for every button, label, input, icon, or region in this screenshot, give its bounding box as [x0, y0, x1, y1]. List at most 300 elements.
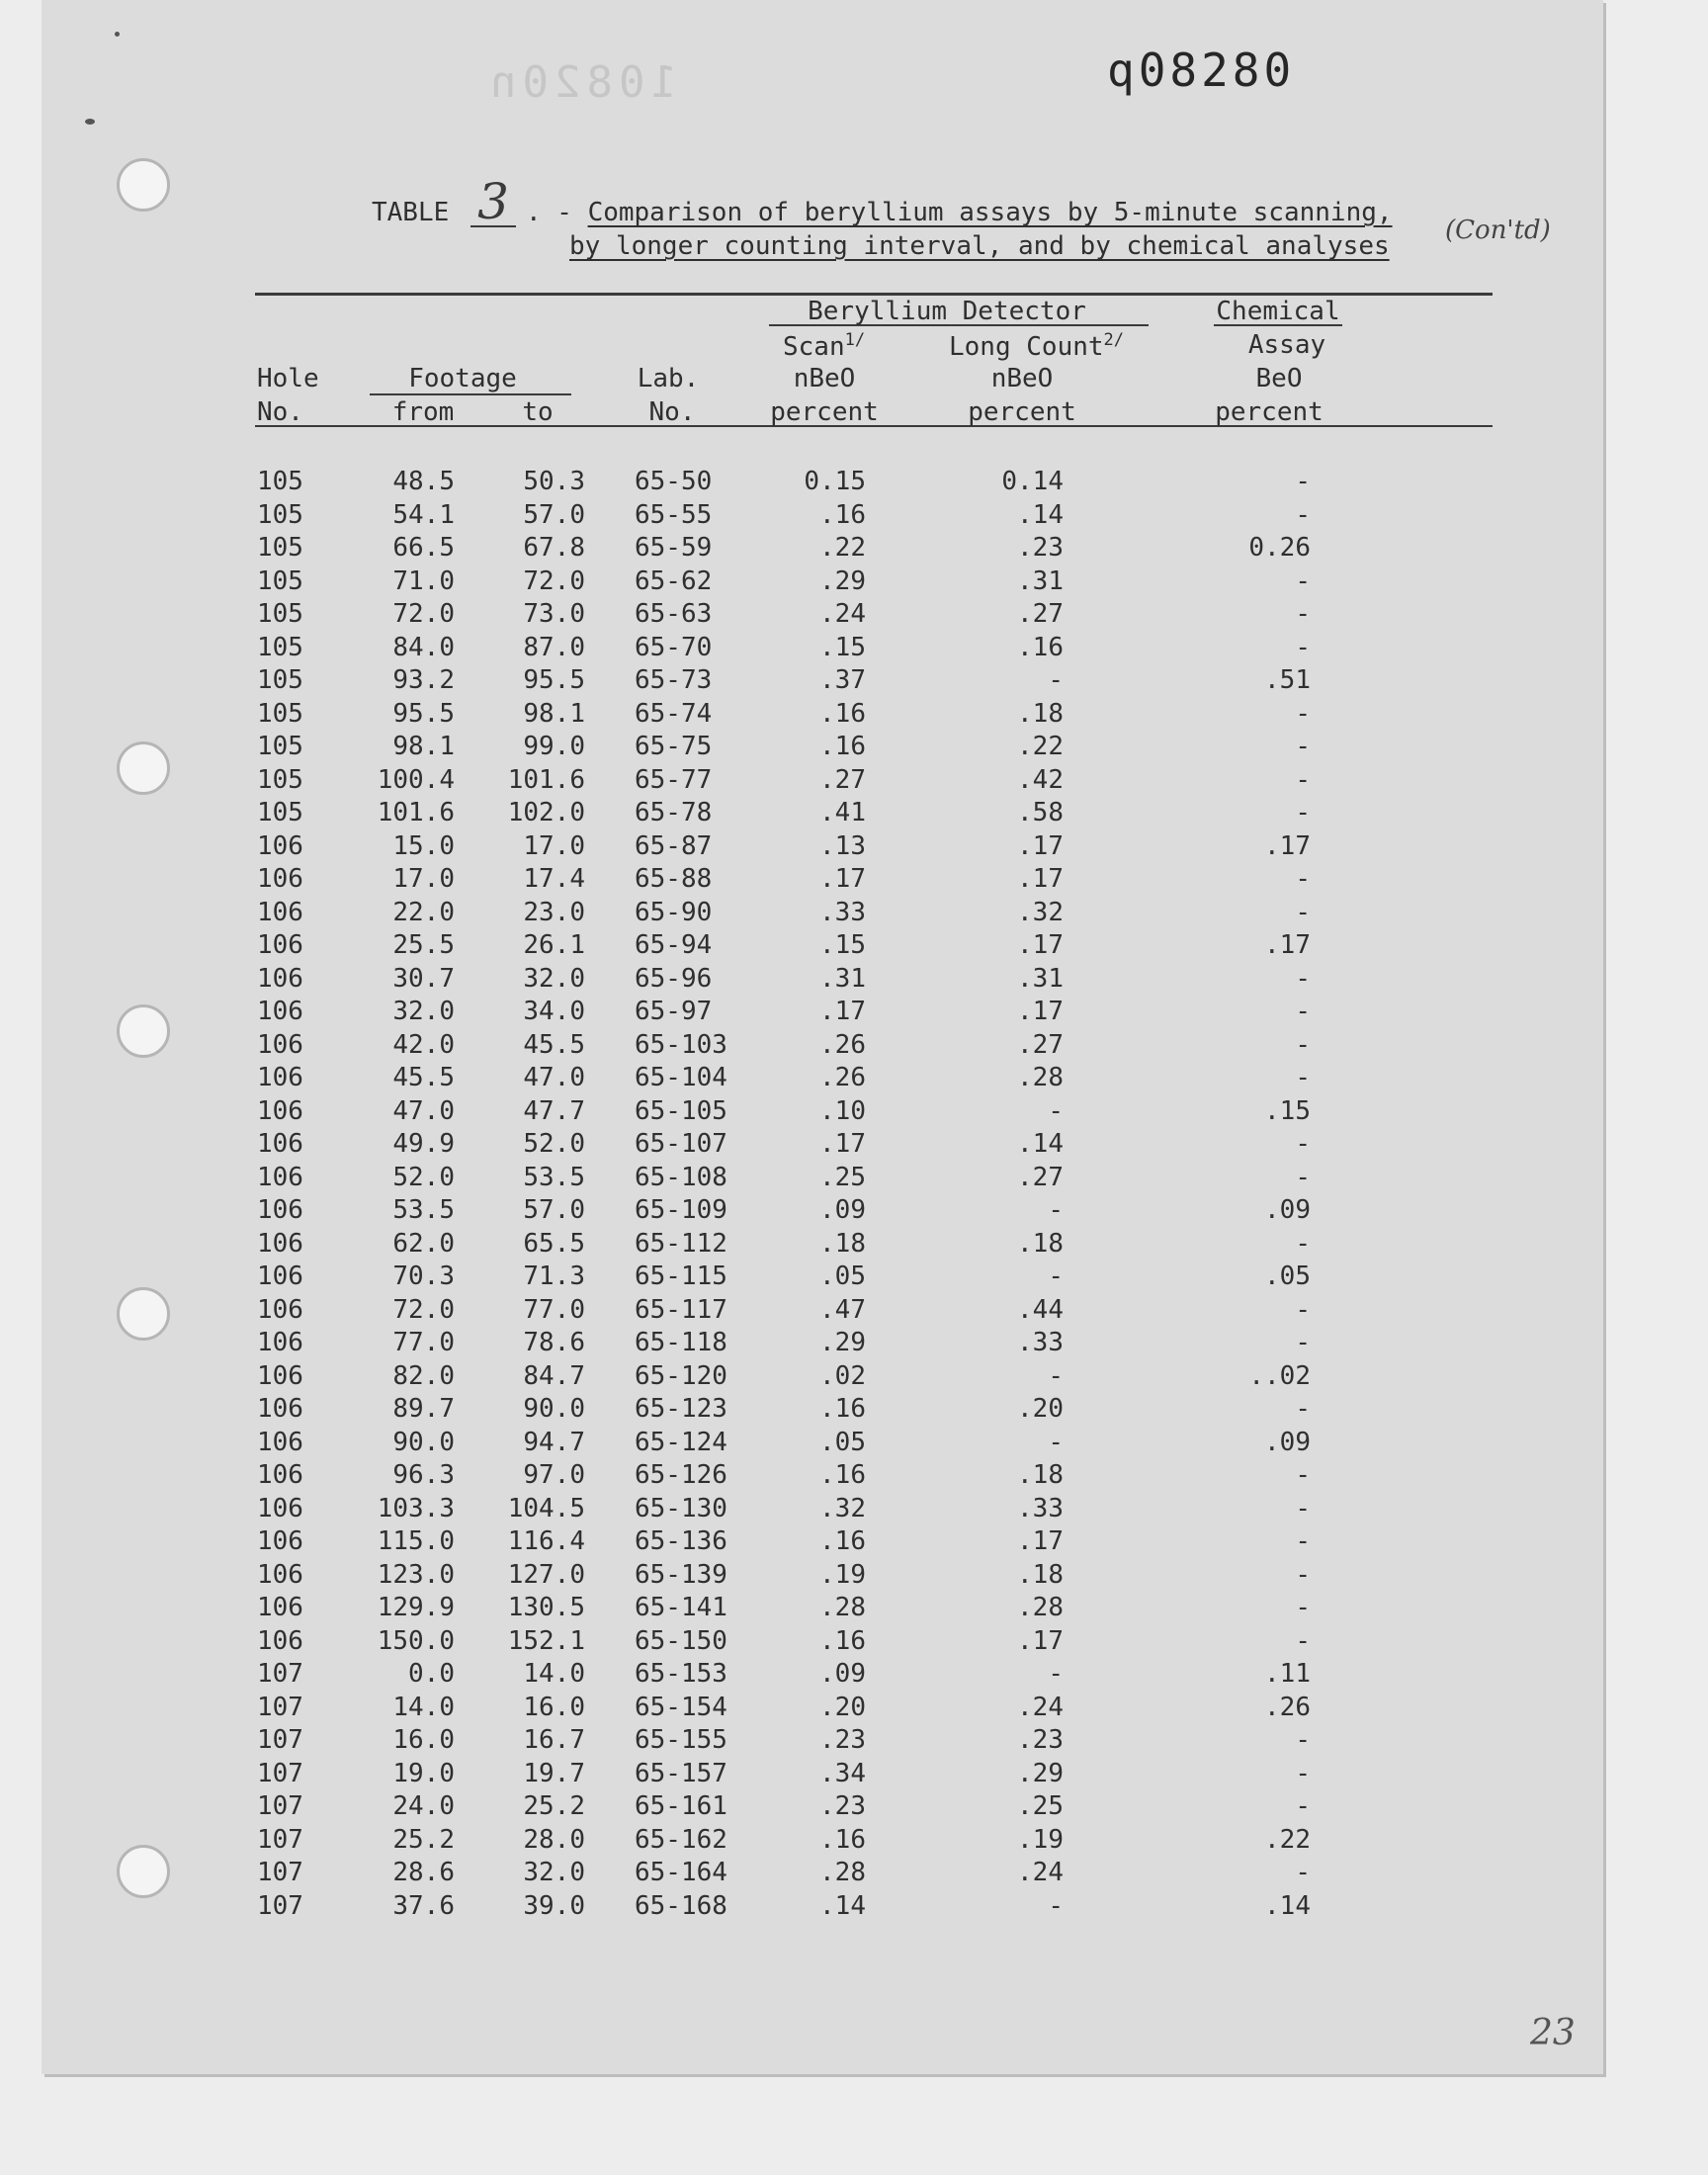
cell-footage-to: 72.0	[523, 566, 585, 596]
page-number: 23	[1530, 2013, 1576, 2053]
cell-footage-to: 47.0	[523, 1063, 585, 1092]
cell-hole: 107	[257, 1692, 303, 1722]
table-title-text-1: Comparison of beryllium assays by 5-minute scanning,	[587, 198, 1393, 227]
cell-chemical-beo: .15	[1264, 1095, 1311, 1126]
cell-footage-from: 93.2	[392, 665, 455, 695]
cell-chemical-beo: -	[1295, 1526, 1311, 1556]
cell-hole: 106	[257, 1294, 303, 1325]
cell-footage-to: 98.1	[523, 698, 585, 729]
cell-scan-nbeo: .15	[819, 632, 866, 662]
table-row	[0, 1624, 1708, 1658]
table-row	[0, 1691, 1708, 1724]
cell-footage-from: 115.0	[377, 1526, 455, 1556]
cell-lab-no: 65-168	[635, 1890, 727, 1921]
table-row	[0, 631, 1708, 664]
cell-chemical-beo: 0.26	[1248, 533, 1311, 563]
table-row	[0, 862, 1708, 896]
cell-chemical-beo: -	[1295, 698, 1311, 729]
cell-footage-to: 94.7	[523, 1427, 585, 1457]
cell-lab-no: 65-77	[635, 764, 713, 795]
cell-footage-to: 19.7	[523, 1758, 585, 1788]
cell-footage-to: 97.0	[523, 1460, 585, 1490]
cell-lab-no: 65-162	[635, 1824, 727, 1855]
cell-chemical-beo: -	[1295, 798, 1311, 827]
cell-hole: 106	[257, 1063, 303, 1092]
cell-lab-no: 65-63	[635, 599, 713, 629]
cell-hole: 105	[257, 599, 303, 629]
table-row	[0, 1889, 1708, 1923]
cell-long-count-nbeo: .25	[1017, 1791, 1064, 1821]
cell-footage-from: 25.5	[392, 930, 455, 960]
cell-footage-from: 150.0	[377, 1625, 455, 1656]
cell-scan-nbeo: .28	[819, 1593, 866, 1622]
cell-long-count-nbeo: -	[1048, 1360, 1064, 1391]
cell-lab-no: 65-88	[635, 864, 713, 894]
cell-long-count-nbeo: .14	[1017, 1129, 1064, 1159]
cell-long-count-nbeo: .17	[1017, 1526, 1064, 1556]
cell-scan-nbeo: .41	[819, 798, 866, 827]
cell-lab-no: 65-150	[635, 1625, 727, 1656]
cell-chemical-beo: -	[1295, 1228, 1311, 1259]
cell-scan-nbeo: .29	[819, 1328, 866, 1357]
cell-lab-no: 65-73	[635, 665, 713, 695]
cell-scan-nbeo: .05	[819, 1262, 866, 1291]
cell-long-count-nbeo: -	[1048, 1890, 1064, 1921]
table-row	[0, 1558, 1708, 1592]
cell-footage-to: 77.0	[523, 1294, 585, 1325]
cell-scan-nbeo: .16	[819, 698, 866, 729]
cell-long-count-nbeo: .33	[1017, 1493, 1064, 1523]
header-lab-no: No.	[648, 397, 696, 427]
cell-footage-to: 67.8	[523, 533, 585, 563]
cell-long-count-nbeo: .18	[1017, 698, 1064, 729]
cell-scan-nbeo: .02	[819, 1360, 866, 1391]
cell-lab-no: 65-87	[635, 830, 713, 861]
cell-hole: 105	[257, 632, 303, 662]
cell-lab-no: 65-70	[635, 632, 713, 662]
header-scan	[783, 330, 865, 362]
cell-lab-no: 65-130	[635, 1493, 727, 1523]
cell-long-count-nbeo: .32	[1017, 897, 1064, 927]
cell-hole: 106	[257, 997, 303, 1026]
cell-footage-from: 37.6	[392, 1890, 455, 1921]
cell-footage-to: 130.5	[507, 1593, 585, 1622]
cell-footage-from: 95.5	[392, 698, 455, 729]
cell-footage-from: 45.5	[392, 1063, 455, 1092]
cell-hole: 106	[257, 1129, 303, 1159]
table-row	[0, 1856, 1708, 1889]
cell-long-count-nbeo: -	[1048, 1427, 1064, 1457]
cell-chemical-beo: -	[1295, 1063, 1311, 1092]
cell-lab-no: 65-161	[635, 1791, 727, 1821]
cell-chemical-beo: -	[1295, 1328, 1311, 1357]
cell-footage-to: 152.1	[507, 1625, 585, 1656]
header-hole: Hole	[257, 364, 319, 393]
cell-chemical-beo: -	[1295, 997, 1311, 1026]
cell-footage-to: 52.0	[523, 1129, 585, 1159]
cell-long-count-nbeo: .17	[1017, 997, 1064, 1026]
table-row	[0, 1723, 1708, 1757]
table-title-text-2: by longer counting interval, and by chemical analyses	[569, 231, 1390, 261]
cell-hole: 107	[257, 1659, 303, 1689]
cell-footage-from: 101.6	[377, 798, 455, 827]
cell-lab-no: 65-103	[635, 1029, 727, 1060]
cell-chemical-beo: -	[1295, 1725, 1311, 1755]
cell-footage-to: 14.0	[523, 1659, 585, 1689]
cell-chemical-beo: -	[1295, 599, 1311, 629]
cell-lab-no: 65-141	[635, 1593, 727, 1622]
cell-chemical-beo: .09	[1264, 1195, 1311, 1225]
cell-scan-nbeo: .10	[819, 1095, 866, 1126]
table-row	[0, 1127, 1708, 1161]
cell-hole: 107	[257, 1890, 303, 1921]
cell-long-count-nbeo: .17	[1017, 864, 1064, 894]
cell-long-count-nbeo: .27	[1017, 1162, 1064, 1192]
cell-footage-from: 70.3	[392, 1262, 455, 1291]
table-row	[0, 1426, 1708, 1459]
cell-hole: 106	[257, 1625, 303, 1656]
cell-lab-no: 65-50	[635, 467, 713, 496]
cell-lab-no: 65-124	[635, 1427, 727, 1457]
cell-chemical-beo: .05	[1264, 1262, 1311, 1291]
cell-hole: 107	[257, 1858, 303, 1887]
cell-footage-to: 17.0	[523, 830, 585, 861]
paper-speck	[115, 32, 120, 37]
cell-footage-from: 42.0	[392, 1029, 455, 1060]
cell-scan-nbeo: .31	[819, 963, 866, 994]
cell-hole: 105	[257, 764, 303, 795]
cell-footage-to: 50.3	[523, 467, 585, 496]
cell-footage-from: 48.5	[392, 467, 455, 496]
header-long-count-unit: nBeO	[990, 364, 1054, 393]
cell-scan-nbeo: .13	[819, 830, 866, 861]
table-row	[0, 1591, 1708, 1624]
table-row	[0, 1359, 1708, 1393]
cell-hole: 105	[257, 732, 303, 761]
cell-scan-nbeo: .34	[819, 1758, 866, 1788]
cell-chemical-beo: .26	[1264, 1692, 1311, 1722]
cell-long-count-nbeo: .44	[1017, 1294, 1064, 1325]
cell-chemical-beo: -	[1295, 566, 1311, 596]
cell-hole: 105	[257, 698, 303, 729]
cell-footage-from: 84.0	[392, 632, 455, 662]
table-row	[0, 1061, 1708, 1094]
header-long-count-percent: percent	[968, 397, 1076, 427]
cell-chemical-beo: -	[1295, 1029, 1311, 1060]
continued-note: (Con'td)	[1445, 216, 1551, 245]
cell-footage-from: 22.0	[392, 897, 455, 927]
cell-footage-to: 87.0	[523, 632, 585, 662]
cell-lab-no: 65-154	[635, 1692, 727, 1722]
cell-lab-no: 65-75	[635, 732, 713, 761]
cell-scan-nbeo: .14	[819, 1890, 866, 1921]
cell-hole: 105	[257, 798, 303, 827]
cell-scan-nbeo: .47	[819, 1294, 866, 1325]
table-row	[0, 1260, 1708, 1293]
cell-scan-nbeo: .22	[819, 533, 866, 563]
table-row	[0, 1757, 1708, 1790]
cell-lab-no: 65-97	[635, 997, 713, 1026]
table-row	[0, 1458, 1708, 1492]
cell-lab-no: 65-117	[635, 1294, 727, 1325]
table-row	[0, 829, 1708, 863]
cell-lab-no: 65-96	[635, 963, 713, 994]
cell-lab-no: 65-107	[635, 1129, 727, 1159]
cell-footage-from: 47.0	[392, 1095, 455, 1126]
cell-hole: 105	[257, 499, 303, 530]
cell-scan-nbeo: .32	[819, 1493, 866, 1523]
cell-footage-to: 116.4	[507, 1526, 585, 1556]
table-row	[0, 995, 1708, 1028]
table-row	[0, 498, 1708, 532]
table-row	[0, 928, 1708, 962]
cell-lab-no: 65-105	[635, 1095, 727, 1126]
binder-hole	[117, 158, 170, 212]
cell-footage-to: 32.0	[523, 1858, 585, 1887]
table-row	[0, 1789, 1708, 1823]
cell-long-count-nbeo: .42	[1017, 764, 1064, 795]
cell-long-count-nbeo: -	[1048, 665, 1064, 695]
cell-scan-nbeo: .05	[819, 1427, 866, 1457]
paper-speck	[85, 119, 95, 125]
cell-long-count-nbeo: 0.14	[1001, 467, 1064, 496]
cell-hole: 106	[257, 864, 303, 894]
cell-chemical-beo: -	[1295, 1625, 1311, 1656]
cell-chemical-beo: -	[1295, 1758, 1311, 1788]
cell-chemical-beo: .14	[1264, 1890, 1311, 1921]
cell-scan-nbeo: .16	[819, 1394, 866, 1424]
header-long-count	[949, 330, 1124, 362]
table-row	[0, 1492, 1708, 1525]
cell-hole: 107	[257, 1791, 303, 1821]
cell-chemical-beo: -	[1295, 499, 1311, 530]
cell-chemical-beo: -	[1295, 1460, 1311, 1490]
cell-lab-no: 65-78	[635, 798, 713, 827]
header-assay: Assay	[1247, 330, 1326, 360]
header-lab: Lab.	[637, 364, 700, 393]
cell-lab-no: 65-126	[635, 1460, 727, 1490]
cell-footage-from: 129.9	[377, 1593, 455, 1622]
cell-long-count-nbeo: .18	[1017, 1559, 1064, 1590]
cell-long-count-nbeo: .16	[1017, 632, 1064, 662]
cell-long-count-nbeo: .17	[1017, 830, 1064, 861]
cell-long-count-nbeo: .20	[1017, 1394, 1064, 1424]
cell-hole: 106	[257, 1328, 303, 1357]
cell-long-count-nbeo: -	[1048, 1195, 1064, 1225]
cell-footage-to: 16.0	[523, 1692, 585, 1722]
cell-hole: 106	[257, 1228, 303, 1259]
cell-lab-no: 65-109	[635, 1195, 727, 1225]
cell-chemical-beo: -	[1295, 732, 1311, 761]
cell-scan-nbeo: .16	[819, 1526, 866, 1556]
cell-lab-no: 65-90	[635, 897, 713, 927]
cell-scan-nbeo: .09	[819, 1195, 866, 1225]
header-assay-unit: BeO	[1255, 364, 1303, 393]
cell-scan-nbeo: .25	[819, 1162, 866, 1192]
cell-scan-nbeo: .26	[819, 1063, 866, 1092]
cell-footage-from: 49.9	[392, 1129, 455, 1159]
cell-lab-no: 65-139	[635, 1559, 727, 1590]
cell-lab-no: 65-115	[635, 1262, 727, 1291]
cell-long-count-nbeo: .24	[1017, 1692, 1064, 1722]
table-row	[0, 730, 1708, 763]
cell-footage-from: 96.3	[392, 1460, 455, 1490]
cell-scan-nbeo: .20	[819, 1692, 866, 1722]
header-footage-to: to	[522, 397, 554, 427]
table-row	[0, 597, 1708, 631]
cell-footage-to: 101.6	[507, 764, 585, 795]
table-title-line-1	[372, 198, 1393, 227]
cell-long-count-nbeo: .22	[1017, 732, 1064, 761]
cell-long-count-nbeo: .23	[1017, 533, 1064, 563]
header-long-count-label: Long Count	[949, 332, 1104, 362]
table-row	[0, 531, 1708, 565]
cell-footage-to: 65.5	[523, 1228, 585, 1259]
table-row	[0, 1823, 1708, 1857]
table-row	[0, 962, 1708, 996]
cell-lab-no: 65-62	[635, 566, 713, 596]
cell-scan-nbeo: .28	[819, 1858, 866, 1887]
cell-long-count-nbeo: .24	[1017, 1858, 1064, 1887]
cell-footage-to: 71.3	[523, 1262, 585, 1291]
cell-footage-to: 45.5	[523, 1029, 585, 1060]
cell-scan-nbeo: .24	[819, 599, 866, 629]
cell-scan-nbeo: .15	[819, 930, 866, 960]
cell-scan-nbeo: .16	[819, 499, 866, 530]
cell-hole: 106	[257, 1593, 303, 1622]
cell-scan-nbeo: .26	[819, 1029, 866, 1060]
cell-long-count-nbeo: .18	[1017, 1228, 1064, 1259]
cell-long-count-nbeo: .14	[1017, 499, 1064, 530]
cell-footage-from: 98.1	[392, 732, 455, 761]
cell-footage-from: 89.7	[392, 1394, 455, 1424]
table-row	[0, 565, 1708, 598]
cell-hole: 106	[257, 1394, 303, 1424]
footage-group-rule	[370, 393, 571, 395]
cell-footage-to: 17.4	[523, 864, 585, 894]
cell-long-count-nbeo: .18	[1017, 1460, 1064, 1490]
cell-chemical-beo: -	[1295, 1493, 1311, 1523]
cell-footage-from: 25.2	[392, 1824, 455, 1855]
cell-lab-no: 65-55	[635, 499, 713, 530]
cell-hole: 107	[257, 1725, 303, 1755]
cell-footage-to: 99.0	[523, 732, 585, 761]
cell-chemical-beo: .17	[1264, 930, 1311, 960]
document-number: q08280	[1107, 44, 1296, 97]
cell-footage-to: 102.0	[507, 798, 585, 827]
cell-lab-no: 65-108	[635, 1162, 727, 1192]
cell-scan-nbeo: .16	[819, 1625, 866, 1656]
header-scan-unit: nBeO	[793, 364, 856, 393]
cell-footage-to: 57.0	[523, 1195, 585, 1225]
cell-hole: 106	[257, 1460, 303, 1490]
cell-footage-from: 90.0	[392, 1427, 455, 1457]
cell-lab-no: 65-94	[635, 930, 713, 960]
cell-footage-from: 82.0	[392, 1360, 455, 1391]
cell-scan-nbeo: .17	[819, 997, 866, 1026]
cell-footage-to: 23.0	[523, 897, 585, 927]
cell-chemical-beo: -	[1295, 632, 1311, 662]
cell-footage-from: 54.1	[392, 499, 455, 530]
cell-lab-no: 65-153	[635, 1659, 727, 1689]
cell-hole: 106	[257, 1162, 303, 1192]
cell-scan-nbeo: .17	[819, 864, 866, 894]
cell-chemical-beo: -	[1295, 1858, 1311, 1887]
cell-footage-to: 47.7	[523, 1095, 585, 1126]
table-row	[0, 1227, 1708, 1261]
cell-scan-nbeo: .33	[819, 897, 866, 927]
cell-hole: 106	[257, 897, 303, 927]
cell-scan-nbeo: .09	[819, 1659, 866, 1689]
cell-footage-to: 16.7	[523, 1725, 585, 1755]
cell-footage-from: 30.7	[392, 963, 455, 994]
cell-chemical-beo: -	[1295, 864, 1311, 894]
table-row	[0, 896, 1708, 929]
footnote-marker-1: 1/	[844, 330, 866, 350]
cell-footage-from: 24.0	[392, 1791, 455, 1821]
cell-chemical-beo: .51	[1264, 665, 1311, 695]
header-scan-percent: percent	[770, 397, 879, 427]
cell-chemical-beo: -	[1295, 1394, 1311, 1424]
cell-lab-no: 65-155	[635, 1725, 727, 1755]
table-number: 3	[470, 178, 516, 227]
bleed-through-number: 10820n	[484, 57, 677, 108]
cell-long-count-nbeo: .58	[1017, 798, 1064, 827]
cell-hole: 106	[257, 963, 303, 994]
cell-long-count-nbeo: -	[1048, 1095, 1064, 1126]
cell-hole: 105	[257, 665, 303, 695]
header-assay-percent: percent	[1215, 397, 1324, 427]
header-footage: Footage	[408, 364, 517, 393]
cell-chemical-beo: -	[1295, 1162, 1311, 1192]
cell-chemical-beo: .11	[1264, 1659, 1311, 1689]
cell-scan-nbeo: .23	[819, 1725, 866, 1755]
table-row	[0, 465, 1708, 498]
cell-footage-to: 32.0	[523, 963, 585, 994]
table-row	[0, 663, 1708, 697]
cell-footage-to: 127.0	[507, 1559, 585, 1590]
cell-long-count-nbeo: .17	[1017, 930, 1064, 960]
cell-lab-no: 65-120	[635, 1360, 727, 1391]
table-row	[0, 697, 1708, 731]
cell-footage-from: 72.0	[392, 1294, 455, 1325]
table-title-separator: . -	[525, 198, 572, 227]
table-row	[0, 1094, 1708, 1128]
cell-footage-to: 78.6	[523, 1328, 585, 1357]
cell-scan-nbeo: .16	[819, 1460, 866, 1490]
cell-long-count-nbeo: .28	[1017, 1593, 1064, 1622]
cell-footage-from: 14.0	[392, 1692, 455, 1722]
cell-footage-from: 72.0	[392, 599, 455, 629]
table-row	[0, 1161, 1708, 1194]
cell-lab-no: 65-112	[635, 1228, 727, 1259]
cell-footage-from: 100.4	[377, 764, 455, 795]
cell-lab-no: 65-164	[635, 1858, 727, 1887]
cell-chemical-beo: -	[1295, 1791, 1311, 1821]
cell-lab-no: 65-123	[635, 1394, 727, 1424]
cell-footage-from: 52.0	[392, 1162, 455, 1192]
table-title-line-2	[569, 231, 1390, 261]
header-chemical: Chemical	[1216, 297, 1340, 326]
cell-footage-to: 84.7	[523, 1360, 585, 1391]
cell-lab-no: 65-59	[635, 533, 713, 563]
cell-footage-from: 66.5	[392, 533, 455, 563]
table-row	[0, 796, 1708, 829]
cell-hole: 106	[257, 930, 303, 960]
cell-scan-nbeo: .16	[819, 1824, 866, 1855]
table-row	[0, 1326, 1708, 1359]
table-row	[0, 1193, 1708, 1227]
